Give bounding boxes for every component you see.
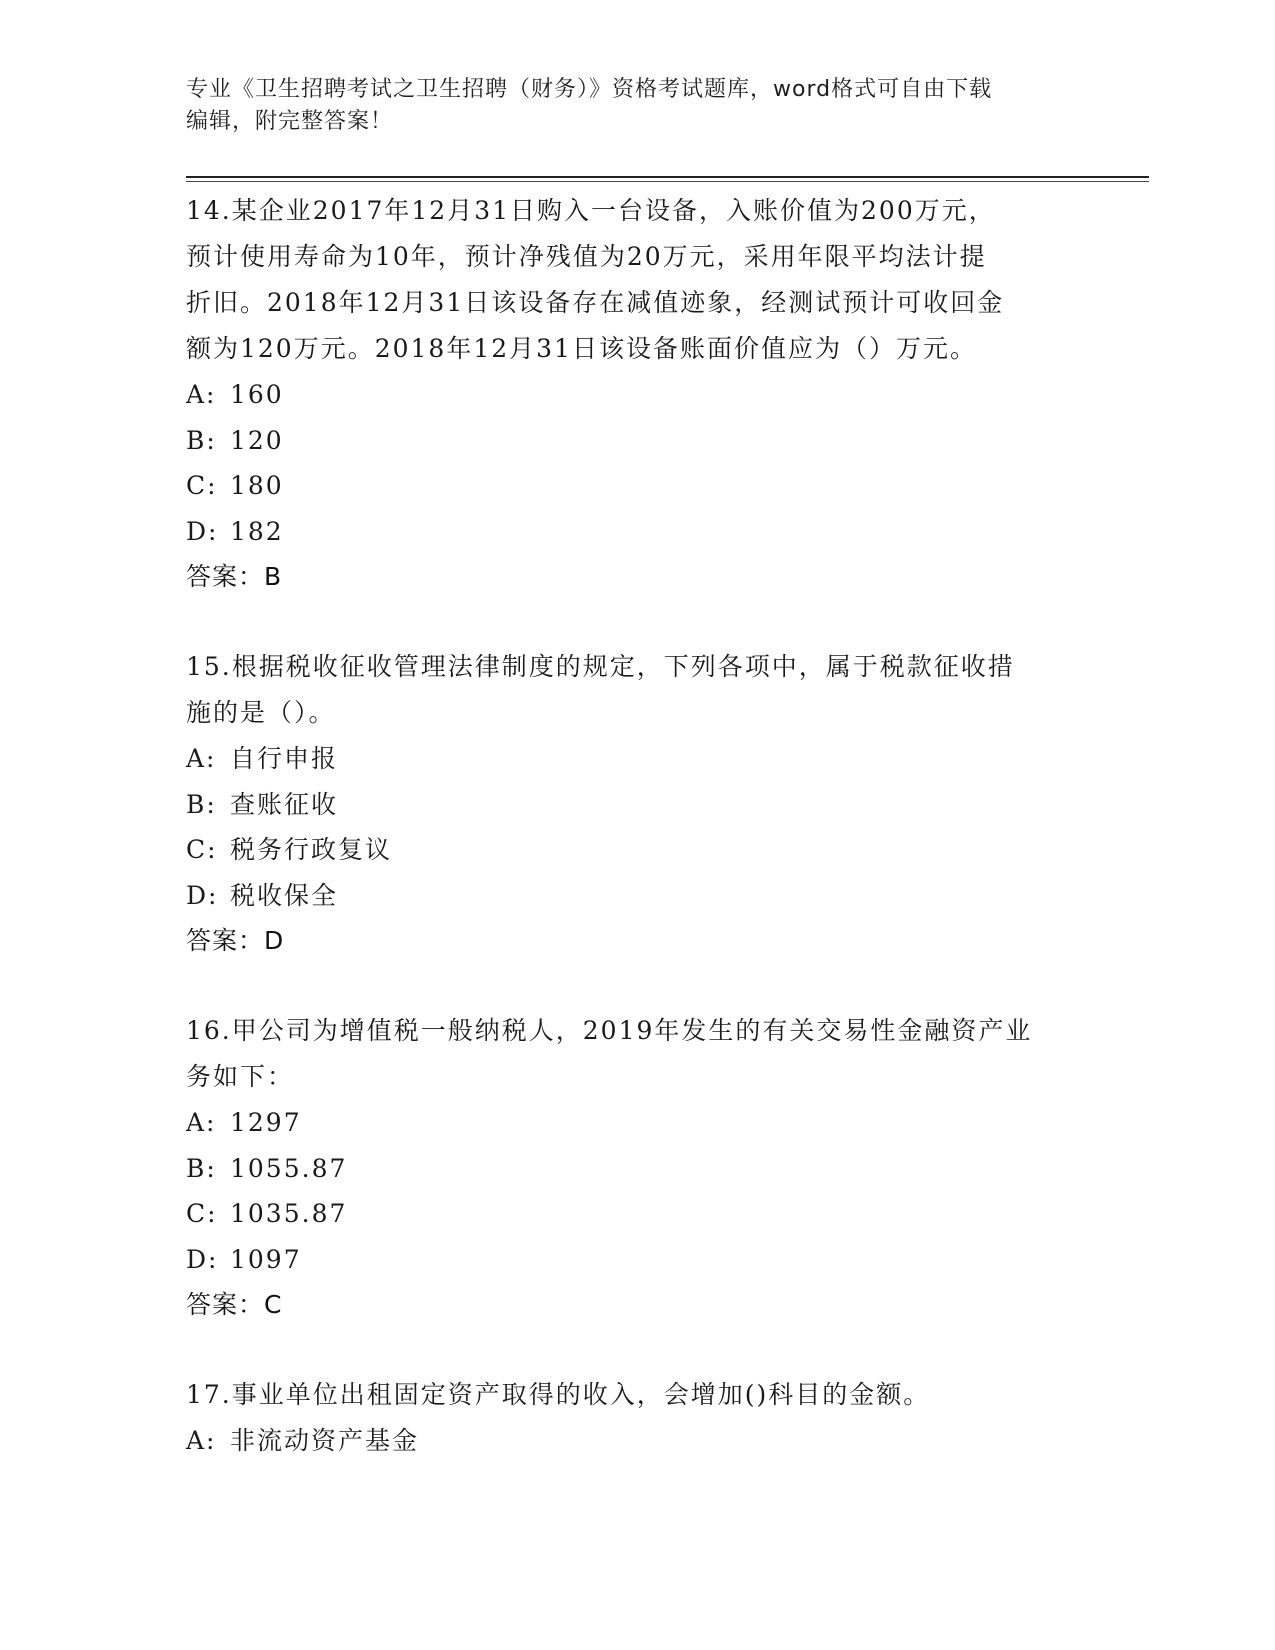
answer-line: 答案：D <box>186 926 285 955</box>
option-c <box>186 827 1086 873</box>
option-key: A: <box>186 1426 217 1455</box>
option-text: 182 <box>230 516 284 546</box>
option-key: D: <box>186 880 219 910</box>
option-b <box>186 1146 1086 1192</box>
option-key: A: <box>186 1108 217 1137</box>
option-a <box>186 1418 1086 1464</box>
option-text: 自行申报 <box>230 744 339 773</box>
question-stem-line: 17.事业单位出租固定资产取得的收入，会增加()科目的金额。 <box>186 1380 931 1409</box>
option-c <box>186 1191 1086 1237</box>
option-text: 160 <box>230 380 284 409</box>
option-key: D: <box>186 1244 219 1274</box>
header-rule-thick <box>186 176 1149 178</box>
header-rule-thin <box>186 181 1149 182</box>
question-15 <box>186 644 1086 964</box>
option-text: 1297 <box>230 1108 302 1137</box>
option-d <box>186 1237 1086 1283</box>
question-stem-line: 额为120万元。2018年12月31日该设备账面价值应为（）万元。 <box>186 334 977 363</box>
option-d <box>186 873 1086 919</box>
option-key: C: <box>186 835 218 864</box>
option-a <box>186 372 1086 418</box>
option-text: 税收保全 <box>230 880 339 910</box>
option-a <box>186 1100 1086 1146</box>
question-spacer <box>186 600 1086 644</box>
option-key: A: <box>186 380 217 409</box>
option-key: B: <box>186 1153 217 1183</box>
option-key: C: <box>186 1199 218 1228</box>
option-key: B: <box>186 425 217 455</box>
question-list <box>186 188 1086 1464</box>
option-text: 非流动资产基金 <box>230 1426 420 1455</box>
question-16 <box>186 1008 1086 1328</box>
header-line-2: 编辑，附完整答案！ <box>186 109 394 134</box>
page-header <box>186 74 1086 138</box>
option-text: 1035.87 <box>230 1199 348 1228</box>
option-text: 120 <box>230 425 284 455</box>
question-spacer <box>186 1328 1086 1372</box>
option-key: A: <box>186 744 217 773</box>
question-14 <box>186 188 1086 600</box>
option-b <box>186 418 1086 464</box>
question-stem-line: 施的是（）。 <box>186 698 336 727</box>
option-text: 税务行政复议 <box>230 835 393 864</box>
option-text: 1097 <box>230 1244 302 1274</box>
question-stem-line: 14.某企业2017年12月31日购入一台设备，入账价值为200万元， <box>186 196 996 225</box>
option-text: 1055.87 <box>230 1153 348 1183</box>
question-spacer <box>186 964 1086 1008</box>
question-17 <box>186 1372 1086 1464</box>
question-stem-line: 预计使用寿命为10年，预计净残值为20万元，采用年限平均法计提 <box>186 242 987 271</box>
answer-line: 答案：B <box>186 562 283 591</box>
option-a <box>186 736 1086 782</box>
option-text: 查账征收 <box>230 789 339 819</box>
option-key: D: <box>186 516 219 546</box>
option-key: B: <box>186 789 217 819</box>
option-d <box>186 509 1086 555</box>
question-stem-line: 15.根据税收征收管理法律制度的规定，下列各项中，属于税款征收措 <box>186 652 1015 681</box>
answer-line: 答案：C <box>186 1290 283 1319</box>
header-line-1: 专业《卫生招聘考试之卫生招聘（财务）》资格考试题库，word格式可自由下载 <box>186 77 993 102</box>
option-c <box>186 463 1086 509</box>
option-key: C: <box>186 471 218 500</box>
option-b <box>186 782 1086 828</box>
question-stem-line: 16.甲公司为增值税一般纳税人，2019年发生的有关交易性金融资产业 <box>186 1016 1033 1045</box>
option-text: 180 <box>230 471 284 500</box>
question-stem-line: 折旧。2018年12月31日该设备存在减值迹象，经测试预计可收回金 <box>186 288 1005 317</box>
question-stem-line: 务如下： <box>186 1062 295 1091</box>
